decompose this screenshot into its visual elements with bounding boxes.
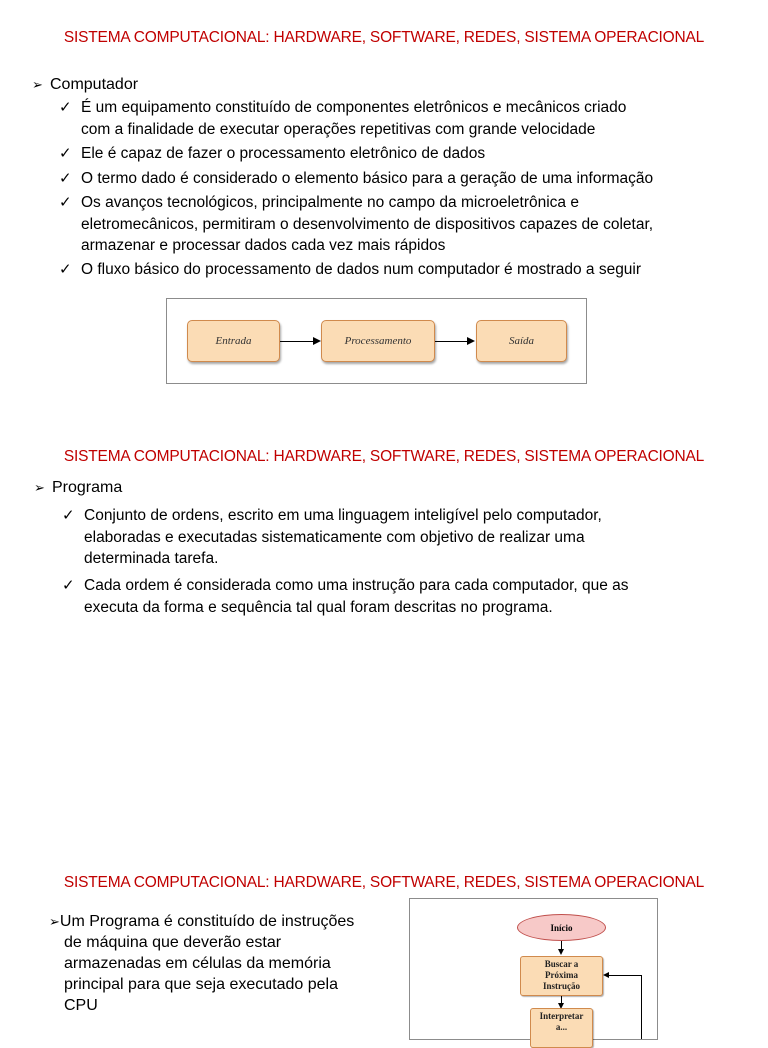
check-item [59,168,654,190]
flow-arrowhead [313,337,321,345]
flow-arrow [280,341,315,342]
arrow-bullet-icon: ➢ [32,77,43,92]
flowchart-step-fetch: Buscar a Próxima Instrução [520,956,603,996]
check-item [62,505,602,570]
flowchart-step-interpret: Interpretar a... [530,1008,593,1048]
check-line: É um equipamento constituído de componentes eletrônicos e mecânicos criado [81,99,627,116]
check-line: elaboradas e executadas sistematicamente com objetivo de realizar uma [84,528,585,546]
program-paragraph [50,911,395,1016]
check-mark-icon: ✓ [59,194,72,211]
flow-arrowhead [558,949,564,955]
flow-arrow [435,341,470,342]
check-item [59,192,654,257]
flow-box-processamento: Processamento [321,320,435,362]
flowchart-start: Início [517,914,606,941]
check-line: Cada ordem é considerada como uma instrução para cada computador, que as [84,577,629,594]
bullet-computador [32,74,138,95]
check-mark-icon: ✓ [62,507,75,524]
loop-line-horizontal [609,975,642,976]
check-line: Ele é capaz de fazer o processamento eletrônico de dados [81,145,486,162]
arrow-bullet-icon: ➢ [49,914,60,929]
flow-box-entrada: Entrada [187,320,280,362]
bullet-label: Computador [50,76,139,93]
check-line: armazenar e processar dados cada vez mais rápidos [81,237,446,254]
check-mark-icon: ✓ [59,99,72,116]
check-line: eletromecânicos, permitiram o desenvolvimento de dispositivos capazes de coletar, [81,215,654,233]
flow-arrowhead [467,337,475,345]
check-item [59,97,627,140]
arrow-bullet-icon: ➢ [34,480,45,495]
paragraph-line: armazenadas em células da memória [64,955,331,972]
check-line: Conjunto de ordens, escrito em uma linguagem inteligível pelo computador, [84,507,602,524]
paragraph-line: de máquina que deverão estar [64,934,282,951]
bullet-programa [34,477,122,498]
check-line: com a finalidade de executar operações repetitivas com grande velocidade [81,120,596,138]
check-line: Os avanços tecnológicos, principalmente no campo da microeletrônica e [81,194,579,211]
check-item [59,259,642,281]
loop-arrowhead [603,972,609,978]
flow-diagram-frame [166,298,587,384]
slide-3-title: SISTEMA COMPUTACIONAL: HARDWARE, SOFTWARE, REDES, SISTEMA OPERACIONAL [63,874,705,891]
check-line: executa da forma e sequência tal qual foram descritas no programa. [84,598,553,616]
check-line: O termo dado é considerado o elemento básico para a geração de uma informação [81,170,654,187]
paragraph-line: CPU [64,997,98,1014]
loop-line-vertical [641,975,642,1039]
check-mark-icon: ✓ [59,261,72,278]
check-item [62,575,629,618]
slide-1-title: SISTEMA COMPUTACIONAL: HARDWARE, SOFTWARE, REDES, SISTEMA OPERACIONAL [63,29,705,46]
paragraph-line: principal para que seja executado pela [64,976,338,993]
flow-box-saida: Saída [476,320,567,362]
cycle-flowchart-frame [409,898,658,1040]
check-line: O fluxo básico do processamento de dados num computador é mostrado a seguir [81,261,642,278]
check-mark-icon: ✓ [62,577,75,594]
check-mark-icon: ✓ [59,170,72,187]
check-mark-icon: ✓ [59,145,72,162]
bullet-label: Programa [52,479,123,496]
check-line: determinada tarefa. [84,550,219,567]
slide-2-title: SISTEMA COMPUTACIONAL: HARDWARE, SOFTWARE, REDES, SISTEMA OPERACIONAL [63,448,705,465]
paragraph-line: ➢Um Programa é constituído de instruções [49,913,355,930]
check-item [59,143,486,165]
